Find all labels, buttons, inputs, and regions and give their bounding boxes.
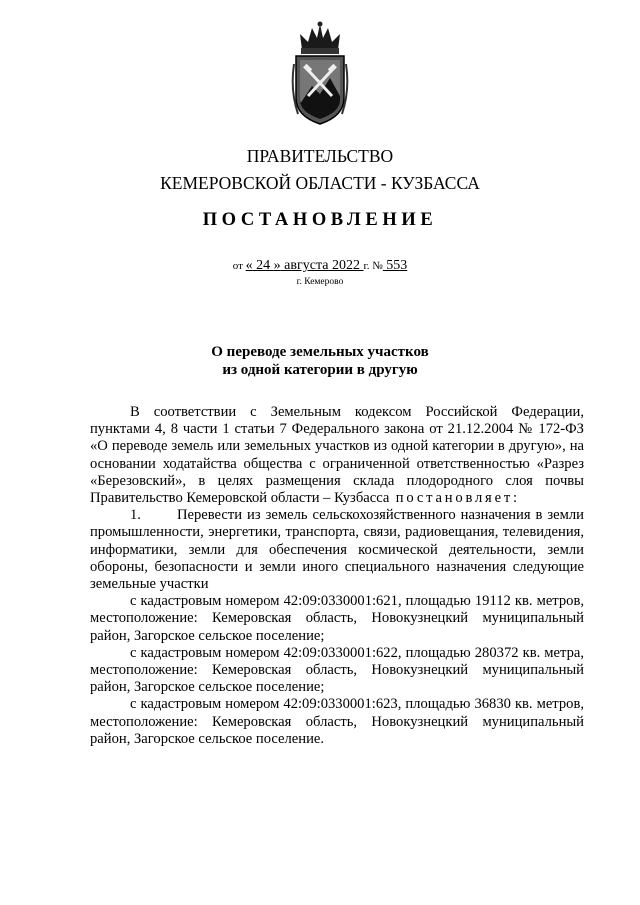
preamble-paragraph: [90, 404, 584, 507]
item-1-text: Перевести из земель сельскохозяйственного назначения в земли промышленности, энергетики, транспорта, связи, радиовещания, телевидения, информатики, земли для обеспечения космической деятельности, земли обороны, безопасности и земли иного специального назначения следующие земельные участки: [90, 507, 584, 593]
date-day: 24: [252, 258, 274, 273]
document-body: [90, 404, 584, 748]
number-label: №: [372, 260, 383, 272]
preamble-text: В соответствии с Земельным кодексом Российской Федерации, пунктами 4, 8 части 1 статьи 7 Федерального закона от 21.12.2004 № 172-ФЗ «О переводе земель или земельных участков из одной категории в другую», на основании ходатайства общества с ограниченной ответственностью «Разрез «Березовский», в целях размещения склада плодородного слоя почвы Правительство Кемеровской области – Кузбасса: [90, 404, 584, 507]
document-subject: [0, 343, 640, 379]
document-number: 553: [382, 258, 408, 273]
date-year-suffix: г.: [363, 260, 370, 272]
kuzbass-coat-of-arms-emblem: [290, 20, 350, 128]
document-type-heading: ПОСТАНОВЛЕНИЕ: [202, 210, 438, 230]
government-title: ПРАВИТЕЛЬСТВО: [246, 146, 394, 166]
subject-line-1: О переводе земельных участков: [211, 344, 429, 360]
item-1-paragraph: [90, 507, 584, 593]
region-title: КЕМЕРОВСКОЙ ОБЛАСТИ - КУЗБАССА: [160, 173, 480, 193]
subject-line-2: из одной категории в другую: [222, 362, 418, 378]
decree-word: постановляет:: [389, 490, 520, 507]
parcel-paragraph: с кадастровым номером 42:09:0330001:622, площадью 280372 кв. метра, местоположение: Кемеровская область, Новокузнецкий муниципальный район, Загорское сельское поселение;: [90, 644, 584, 696]
item-1-number: 1.: [130, 507, 141, 524]
parcel-paragraph: с кадастровым номером 42:09:0330001:621, площадью 19112 кв. метров, местоположение: Кемеровская область, Новокузнецкий муниципальный район, Загорское сельское поселение;: [90, 593, 584, 644]
date-from-label: от: [232, 260, 243, 272]
city-of-issue: г. Кемерово: [296, 277, 344, 287]
date-quote-open: «: [245, 258, 253, 273]
parcel-paragraph: с кадастровым номером 42:09:0330001:623, площадью 36830 кв. метров, местоположение: Кемеровская область, Новокузнецкий муниципальный район, Загорское сельское поселение.: [90, 696, 584, 747]
date-month-year: августа 2022: [280, 258, 364, 273]
date-number-line: [0, 258, 640, 274]
date-quote-close: »: [273, 258, 281, 273]
